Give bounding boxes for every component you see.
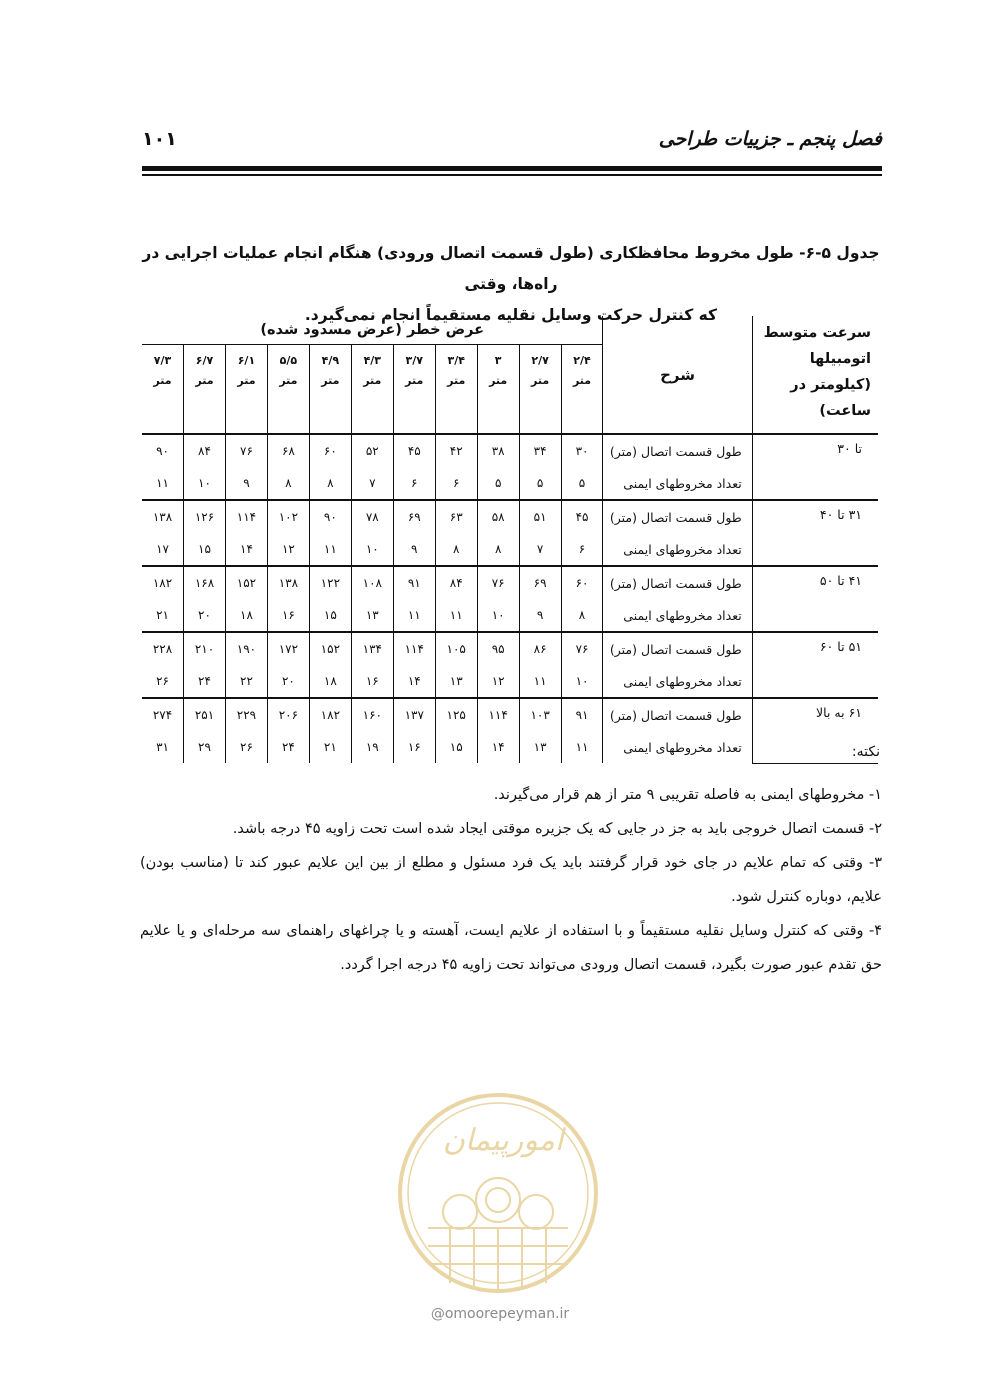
description-header: شرح (603, 316, 752, 434)
speed-header-line: سرعت متوسط (763, 325, 871, 341)
value-cell: ۱۰ (561, 665, 603, 698)
danger-width-header: عرض خطر (عرض مسدود شده) (142, 316, 603, 345)
note-item: ۴- وقتی که کنترل وسایل نقلیه مستقیماً و با استفاده از علایم ایست، آهسته و یا چراغهای راهنمای سه مرحله‌ای و یا علایم حق تقدم عبور صورت بگیرد، قسمت اتصال ورودی می‌تواند تحت زاویه ۴۵ درجه اجرا گردد. (140, 923, 882, 973)
speed-cell: تا ۳۰ (752, 434, 878, 500)
value-cell: ۱۶۸ (184, 566, 226, 599)
speed-header (752, 316, 878, 434)
value-cell: ۳۰ (561, 434, 603, 467)
value-cell: ۱۱۴ (225, 500, 267, 533)
value-cell: ۵۸ (477, 500, 519, 533)
value-cell: ۱۷ (156, 542, 169, 556)
value-cell: ۱۶ (351, 665, 393, 698)
value-cell: ۱۸ (225, 599, 267, 632)
width-header-cell (393, 345, 435, 435)
value-cell: ۴۵ (561, 500, 603, 533)
value-cell: ۱۰۳ (519, 698, 561, 731)
description-cell: تعداد مخروطهای ایمنی (603, 665, 752, 698)
value-cell: ۹ (225, 467, 267, 500)
value-cell: ۶۹ (519, 566, 561, 599)
value-cell: ۱۳۷ (393, 698, 435, 731)
value-cell: ۱۱ (435, 599, 477, 632)
value-cell: ۷۶ (225, 434, 267, 467)
value-cell: ۱۸۲ (142, 566, 184, 599)
value-cell: ۱۰۸ (351, 566, 393, 599)
note-item: ۲- قسمت اتصال خروجی باید به جز در جایی که یک جزیره موقتی ایجاد شده است تحت زاویه ۴۵ درجه باشد. (232, 821, 882, 837)
value-cell: ۲۱ (309, 731, 351, 763)
speed-cell: ۶۱ به بالا (752, 698, 878, 763)
value-cell: ۲۱ (156, 608, 169, 622)
value-cell: ۸ (267, 467, 309, 500)
value-cell: ۴۲ (435, 434, 477, 467)
value-cell: ۱۱ (309, 533, 351, 566)
description-cell: طول قسمت اتصال (متر) (603, 500, 752, 533)
value-cell: ۸۴ (435, 566, 477, 599)
value-cell: ۱۰۲ (267, 500, 309, 533)
speed-cell: ۴۱ تا ۵۰ (752, 566, 878, 632)
value-cell: ۵ (477, 467, 519, 500)
value-cell: ۱۳۴ (351, 632, 393, 665)
width-unit: متر (489, 374, 508, 387)
value-cell: ۱۹۰ (225, 632, 267, 665)
value-cell: ۱۰ (477, 599, 519, 632)
value-cell: ۹۰ (309, 500, 351, 533)
value-cell: ۱۶ (267, 599, 309, 632)
speed-header-line: (کیلومتر در (790, 377, 871, 393)
value-cell: ۶۰ (309, 434, 351, 467)
value-cell: ۱۱ (561, 731, 603, 763)
value-cell: ۱۴ (225, 533, 267, 566)
width-value: ۴/۹ (321, 354, 340, 367)
value-cell: ۱۵ (435, 731, 477, 763)
value-cell: ۱۳ (519, 731, 561, 763)
speed-cell: ۵۱ تا ۶۰ (752, 632, 878, 698)
value-cell: ۱۲۲ (309, 566, 351, 599)
width-unit: متر (447, 374, 466, 387)
value-cell: ۱۱ (393, 599, 435, 632)
watermark-logo (388, 1088, 608, 1298)
value-cell: ۶ (561, 533, 603, 566)
value-cell: ۲۱۰ (184, 632, 226, 665)
value-cell: ۲۶ (156, 674, 169, 688)
table-row (142, 632, 878, 665)
speed-header-line: اتومبیلها (809, 351, 871, 367)
value-cell: ۲۴ (267, 731, 309, 763)
description-cell: طول قسمت اتصال (متر) (603, 566, 752, 599)
value-cell: ۱۲۵ (435, 698, 477, 731)
value-cell: ۱۶ (393, 731, 435, 763)
width-unit: متر (531, 374, 550, 387)
value-cell: ۱۰ (184, 467, 226, 500)
table-row (142, 434, 878, 467)
width-header-cell (267, 345, 309, 435)
value-cell: ۱۲۶ (184, 500, 226, 533)
value-cell: ۹ (519, 599, 561, 632)
width-value: ۲/۷ (531, 354, 549, 367)
value-cell: ۱۶۰ (351, 698, 393, 731)
value-cell: ۱۳ (351, 599, 393, 632)
value-cell: ۲۶ (225, 731, 267, 763)
table-row (142, 698, 878, 731)
width-value: ۶/۷ (195, 354, 214, 367)
value-cell: ۹۱ (561, 698, 603, 731)
value-cell: ۲۰ (267, 665, 309, 698)
value-cell: ۳۱ (156, 740, 169, 754)
note-item: ۳- وقتی که تمام علایم در جای خود قرار گرفتند باید یک فرد مسئول و مطلع از بین این علایم عبور کند تا (مناسب بودن) علایم، دوباره کنترل شود. (140, 855, 882, 905)
width-value: ۳ (494, 354, 502, 367)
speed-cell: ۳۱ تا ۴۰ (752, 500, 878, 566)
value-cell: ۹۰ (142, 434, 184, 467)
width-value: ۵/۵ (279, 354, 298, 367)
watermark-site: @omoorepeyman.ir (430, 1306, 570, 1322)
value-cell: ۱۱ (156, 476, 169, 490)
value-cell: ۱۸ (309, 665, 351, 698)
value-cell: ۱۵ (184, 533, 226, 566)
description-cell: طول قسمت اتصال (متر) (603, 632, 752, 665)
width-value: ۳/۷ (405, 354, 423, 367)
width-unit: متر (153, 374, 172, 387)
value-cell: ۲۴ (184, 665, 226, 698)
value-cell: ۲۲۹ (225, 698, 267, 731)
table-row (142, 500, 878, 533)
description-cell: تعداد مخروطهای ایمنی (603, 467, 752, 500)
value-cell: ۴۵ (393, 434, 435, 467)
value-cell: ۸۶ (519, 632, 561, 665)
width-value: ۷/۳ (153, 354, 172, 367)
value-cell: ۱۵۲ (309, 632, 351, 665)
value-cell: ۱۵ (309, 599, 351, 632)
value-cell: ۱۱۴ (477, 698, 519, 731)
value-cell: ۱۱ (519, 665, 561, 698)
value-cell: ۲۷۴ (142, 698, 184, 731)
value-cell: ۱۷۲ (267, 632, 309, 665)
header-rule-thick (142, 166, 882, 171)
description-cell: تعداد مخروطهای ایمنی (603, 731, 752, 763)
value-cell: ۶۸ (267, 434, 309, 467)
value-cell: ۱۲ (267, 533, 309, 566)
width-header-cell (477, 345, 519, 435)
description-cell: تعداد مخروطهای ایمنی (603, 599, 752, 632)
value-cell: ۱۱۴ (393, 632, 435, 665)
description-cell: طول قسمت اتصال (متر) (603, 434, 752, 467)
description-cell: طول قسمت اتصال (متر) (603, 698, 752, 731)
width-header-cell (561, 345, 603, 435)
value-cell: ۵ (561, 467, 603, 500)
width-value: ۲/۴ (573, 354, 591, 367)
width-header-cell (309, 345, 351, 435)
width-unit: متر (237, 374, 256, 387)
logo-text: امورپیمان (442, 1123, 564, 1158)
table-body (142, 434, 878, 763)
value-cell: ۸ (309, 467, 351, 500)
speed-header-line: ساعت) (819, 403, 871, 419)
caption-line-2: که کنترل حرکت وسایل نقلیه مستقیماً انجام نمی‌گیرد. (304, 306, 718, 324)
value-cell: ۱۵۲ (225, 566, 267, 599)
value-cell: ۷ (351, 467, 393, 500)
value-cell: ۱۰ (351, 533, 393, 566)
width-header-cell (435, 345, 477, 435)
width-unit: متر (321, 374, 340, 387)
value-cell: ۹۵ (477, 632, 519, 665)
description-cell: تعداد مخروطهای ایمنی (603, 533, 752, 566)
value-cell: ۸ (561, 599, 603, 632)
value-cell: ۱۸۲ (309, 698, 351, 731)
value-cell: ۶۹ (393, 500, 435, 533)
notes-label: نکته: (851, 744, 880, 760)
value-cell: ۶۰ (561, 566, 603, 599)
width-header-cell (184, 345, 226, 435)
value-cell: ۲۰۶ (267, 698, 309, 731)
value-cell: ۲۲ (225, 665, 267, 698)
caption-line-1: جدول ۵-۶- طول مخروط محافظکاری (طول قسمت اتصال ورودی) هنگام انجام عملیات اجرایی در راه‌ها، وقتی (142, 244, 880, 293)
value-cell: ۷ (519, 533, 561, 566)
value-cell: ۱۳۸ (267, 566, 309, 599)
chapter-title: فصل پنجم ـ جزییات طراحی (658, 128, 882, 150)
value-cell: ۸ (477, 533, 519, 566)
width-value: ۴/۳ (363, 354, 382, 367)
value-cell: ۱۳ (435, 665, 477, 698)
value-cell: ۲۲۸ (142, 632, 184, 665)
value-cell: ۹۱ (393, 566, 435, 599)
width-header-cell (142, 345, 184, 435)
width-unit: متر (279, 374, 298, 387)
width-header-cell (351, 345, 393, 435)
width-header-cell (519, 345, 561, 435)
width-unit: متر (405, 374, 424, 387)
value-cell: ۱۲ (477, 665, 519, 698)
value-cell: ۳۴ (519, 434, 561, 467)
value-cell: ۱۴ (393, 665, 435, 698)
value-cell: ۲۹ (184, 731, 226, 763)
header-rule-thin (142, 174, 882, 176)
width-unit: متر (195, 374, 214, 387)
value-cell: ۵۲ (351, 434, 393, 467)
width-value: ۳/۴ (447, 354, 465, 367)
value-cell: ۷۶ (477, 566, 519, 599)
value-cell: ۵۱ (519, 500, 561, 533)
value-cell: ۶ (435, 467, 477, 500)
value-cell: ۶ (393, 467, 435, 500)
value-cell: ۹ (393, 533, 435, 566)
width-unit: متر (363, 374, 382, 387)
width-value: ۶/۱ (237, 354, 256, 367)
value-cell: ۲۰ (184, 599, 226, 632)
table-row (142, 566, 878, 599)
value-cell: ۱۳۸ (142, 500, 184, 533)
value-cell: ۷۸ (351, 500, 393, 533)
notes-list (140, 778, 882, 982)
value-cell: ۷۶ (561, 632, 603, 665)
note-item: ۱- مخروطهای ایمنی به فاصله تقریبی ۹ متر از هم قرار می‌گیرند. (493, 787, 882, 803)
value-cell: ۱۰۵ (435, 632, 477, 665)
page-number: ۱۰۱ (142, 128, 177, 150)
value-cell: ۲۵۱ (184, 698, 226, 731)
value-cell: ۵ (519, 467, 561, 500)
value-cell: ۸۴ (184, 434, 226, 467)
width-unit: متر (572, 374, 592, 387)
value-cell: ۱۹ (351, 731, 393, 763)
value-cell: ۱۴ (477, 731, 519, 763)
value-cell: ۸ (435, 533, 477, 566)
value-cell: ۶۳ (435, 500, 477, 533)
cone-length-table (142, 316, 878, 764)
width-header-cell (225, 345, 267, 435)
value-cell: ۳۸ (477, 434, 519, 467)
